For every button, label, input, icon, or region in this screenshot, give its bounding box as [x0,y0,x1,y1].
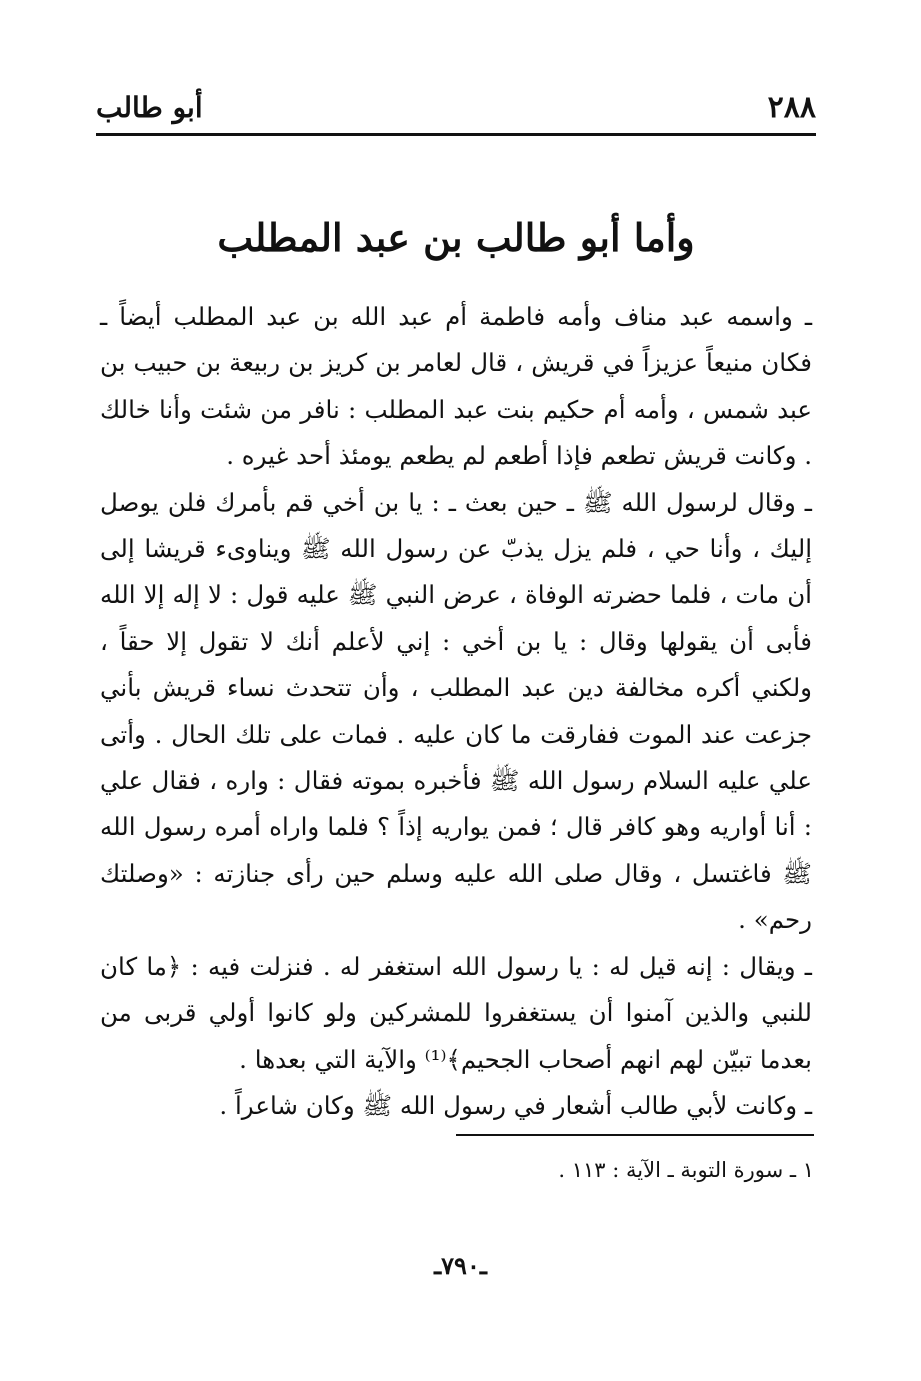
chapter-title: وأما أبو طالب بن عبد المطلب [217,215,695,260]
paragraph: ـ وكانت لأبي طالب أشعار في رسول الله ﷺ وكان شاعراً . [219,1090,812,1120]
header-page-number: ٢٨٨ [767,90,816,125]
page-header [96,86,816,130]
paragraph: ـ وقال لرسول الله ﷺ ـ حين بعث ـ : يا بن أخي قم بأمرك فلن يوصل إليك ، وأنا حي ، فلم يزل يذبّ عن رسول الله ﷺ ويناوىء قريشا إلى أن مات ، فلما حضرته الوفاة ، عرض النبي ﷺ عليه قول : لا إله إلا الله فأبى أن يقولها وقال : يا بن أخي : إني لأعلم أنك لا تقول إلا حقاً ، ولكني أكره مخالفة دين عبد المطلب ، وأن تتحدث نساء قريش بأني جزعت عند الموت ففارقت ما كان عليه . فمات على تلك الحال . وأتى علي عليه السلام رسول الله ﷺ فأخبره بموته فقال : واره ، فقال علي : أنا أواريه وهو كافر قال ؛ فمن يواريه إذاً ؟ فلما واراه أمره رسول الله ﷺ فاغتسل ، وقال صلى الله عليه وسلم حين رأى جنازته : «وصلتك رحم» . [100,487,812,935]
header-running-title: أبو طالب [96,91,203,124]
folio-page-number: ـ٧٩٠ـ [434,1251,487,1280]
paragraph: ـ ويقال : إنه قيل له : يا رسول الله استغفر له . فنزلت فيه : ﴿ما كان للنبي والذين آمنوا أن يستغفروا للمشركين ولو كانوا أولي قربى من بعدما تبيّن لهم انهم أصحاب الجحيم﴾⁽¹⁾ والآية التي بعدها . [100,951,812,1074]
header-rule [96,133,816,136]
body-text [100,294,812,1129]
footnote: ١ ـ سورة التوبة ـ الآية : ١١٣ . [558,1158,814,1182]
footnote-rule [456,1134,814,1136]
paragraph: ـ واسمه عبد مناف وأمه فاطمة أم عبد الله بن عبد المطلب أيضاً ـ فكان منيعاً عزيزاً في قريش ، قال لعامر بن كريز بن ربيعة بن حبيب بن عبد شمس ، وأمه أم حكيم بنت عبد المطلب : نافر من شئت وأنا خالك . وكانت قريش تطعم فإذا أطعم لم يطعم يومئذ أحد غيره . [100,302,812,471]
